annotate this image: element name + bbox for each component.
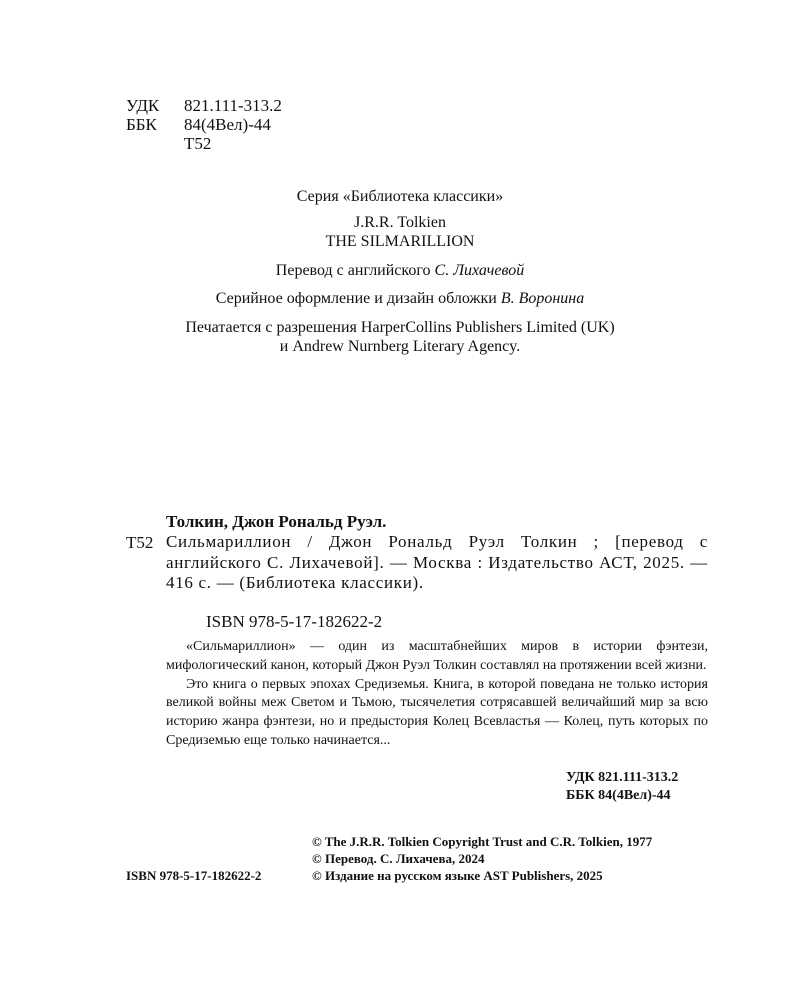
copyright-line-3: © Издание на русском языке AST Publishers, 2025 — [312, 868, 603, 883]
annotation-paragraph-1: «Сильмариллион» — один из масштабнейших миров в истории фэнтези, мифологический канон, который Джон Руэл Толкин составлял на протяжении всей жизни. — [166, 639, 708, 673]
bibliographic-code: Т52 — [126, 533, 154, 552]
permission-line-1: Печатается с разрешения HarperCollins Publishers Limited (UK) — [185, 319, 615, 336]
copyright-block — [312, 833, 652, 884]
translator-name: С. Лихачевой — [434, 262, 525, 279]
design-label: Серийное оформление и дизайн обложки — [215, 290, 501, 307]
series-line: Серия «Библиотека классики» — [296, 188, 504, 205]
original-title: THE SILMARILLION — [325, 233, 475, 250]
annotation-codes — [566, 769, 678, 805]
copyright-line-1: © The J.R.R. Tolkien Copyright Trust and C.R. Tolkien, 1977 — [312, 834, 653, 849]
designer-name: В. Воронина — [500, 290, 585, 307]
bbk-label: ББК — [126, 115, 157, 134]
bibliographic-description: Сильмариллион / Джон Рональд Руэл Толкин ; [перевод с английского С. Лихачевой]. — Москва : Издательство АСТ, 2025. — 416 с. — (Библиотека классики). — [166, 532, 708, 592]
udk-value: 821.111-313.2 — [184, 96, 282, 115]
udk-label: УДК — [126, 96, 160, 115]
annotation — [166, 638, 708, 751]
design-line — [0, 289, 800, 308]
annotation-udk: УДК 821.111-313.2 — [566, 770, 679, 785]
classification-codes — [126, 96, 282, 153]
translation-line — [0, 261, 800, 280]
footer-isbn: ISBN 978-5-17-182622-2 — [126, 868, 262, 883]
annotation-bbk: ББК 84(4Вел)-44 — [566, 788, 671, 803]
translation-label: Перевод с английского — [275, 262, 435, 279]
author-mark: Т52 — [184, 134, 212, 153]
copyright-line-2: © Перевод. С. Лихачева, 2024 — [312, 851, 485, 866]
permission-line-2: и Andrew Nurnberg Literary Agency. — [279, 338, 521, 355]
original-author: J.R.R. Tolkien — [354, 214, 446, 231]
annotation-paragraph-2: Это книга о первых эпохах Средиземья. Книга, в которой поведана не только история великой войны меж Светом и Тьмою, тысячелетия сотрясавшей величайший мир за всю историю жанра фэнтези, но и предыстория Колец Всевластья — Колец, путь которых по Средиземью еще только начинается... — [166, 676, 708, 748]
bibliographic-isbn: ISBN 978-5-17-182622-2 — [206, 612, 383, 631]
bbk-value: 84(4Вел)-44 — [184, 115, 271, 134]
bibliographic-author-heading: Толкин, Джон Рональд Руэл. — [166, 512, 387, 531]
